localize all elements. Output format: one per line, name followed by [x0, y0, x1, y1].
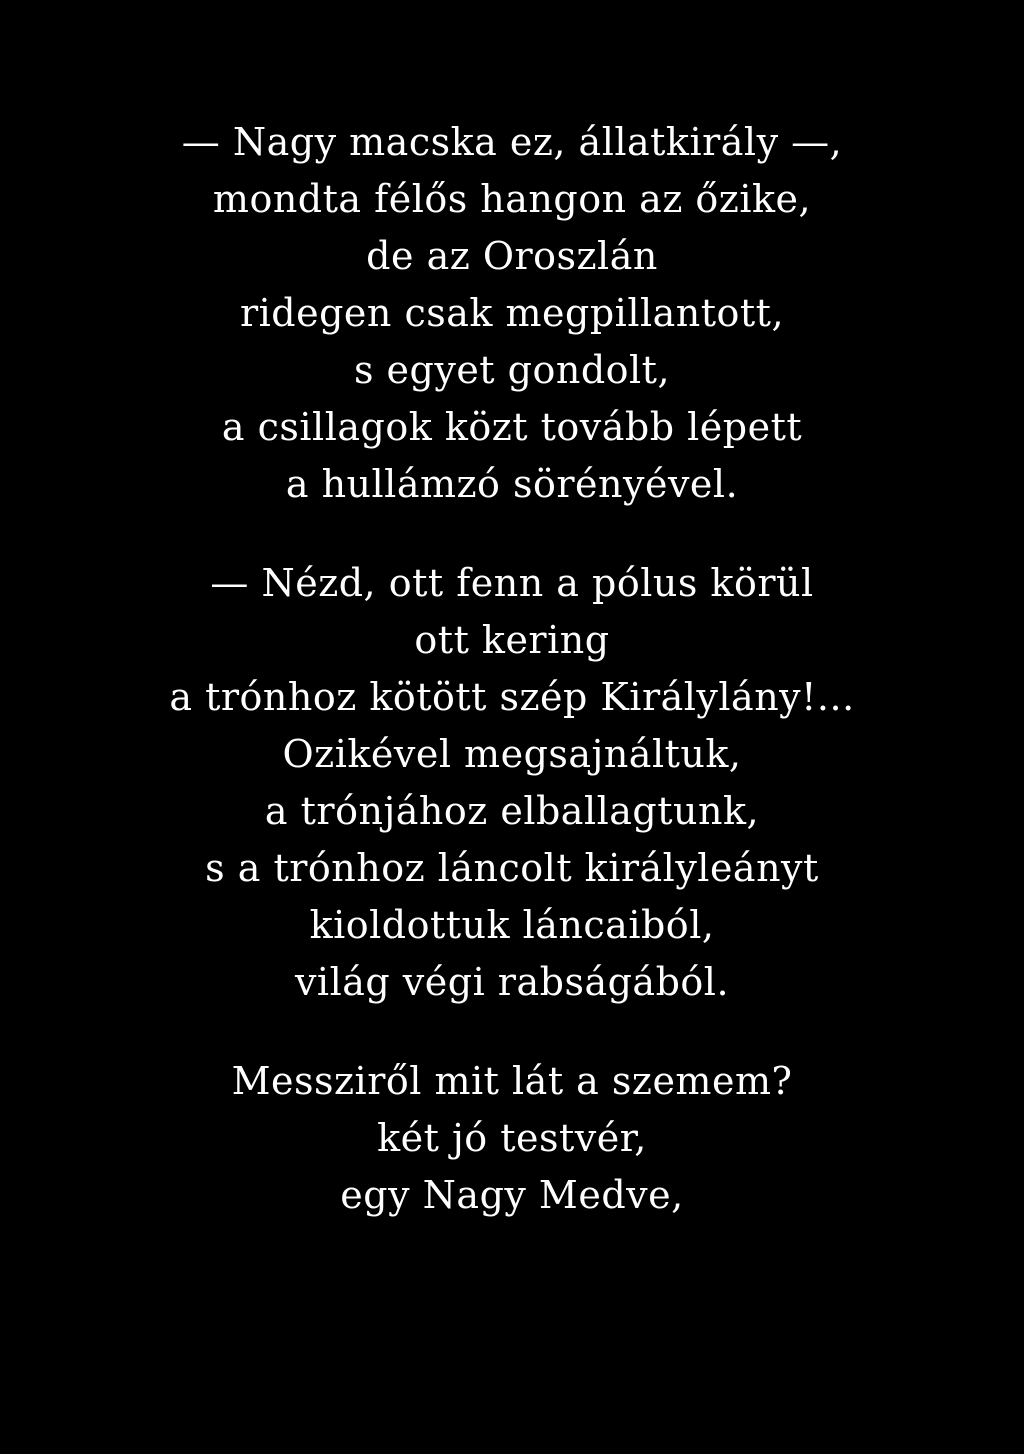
poem-line: világ végi rabságából.	[294, 960, 730, 1004]
poem-line: ott kering	[414, 618, 610, 662]
poem-line: a hullámzó sörényével.	[285, 462, 739, 506]
poem-line: de az Oroszlán	[366, 234, 658, 278]
poem-line: — Nagy macska ez, állatkirály —,	[181, 120, 843, 164]
poem-line: a trónhoz kötött szép Királylány!...	[169, 675, 855, 719]
poem-line: a csillagok közt tovább lépett	[221, 405, 803, 449]
poem-line: kioldottuk láncaiból,	[309, 903, 715, 947]
poem-line: mondta félős hangon az őzike,	[212, 177, 812, 221]
poem-line: s a trónhoz láncolt királyleányt	[205, 846, 819, 890]
poem-line: — Nézd, ott fenn a pólus körül	[210, 561, 814, 605]
poem-line: s egyet gondolt,	[353, 348, 671, 392]
poem-line: ridegen csak megpillantott,	[239, 291, 785, 335]
poem-line: Messziről mit lát a szemem?	[231, 1059, 793, 1103]
poem-line: két jó testvér,	[377, 1116, 647, 1160]
poem-line: egy Nagy Medve,	[340, 1173, 684, 1217]
poem-line: Ozikével megsajnáltuk,	[282, 732, 742, 776]
poem-line: a trónjához elballagtunk,	[264, 789, 760, 833]
